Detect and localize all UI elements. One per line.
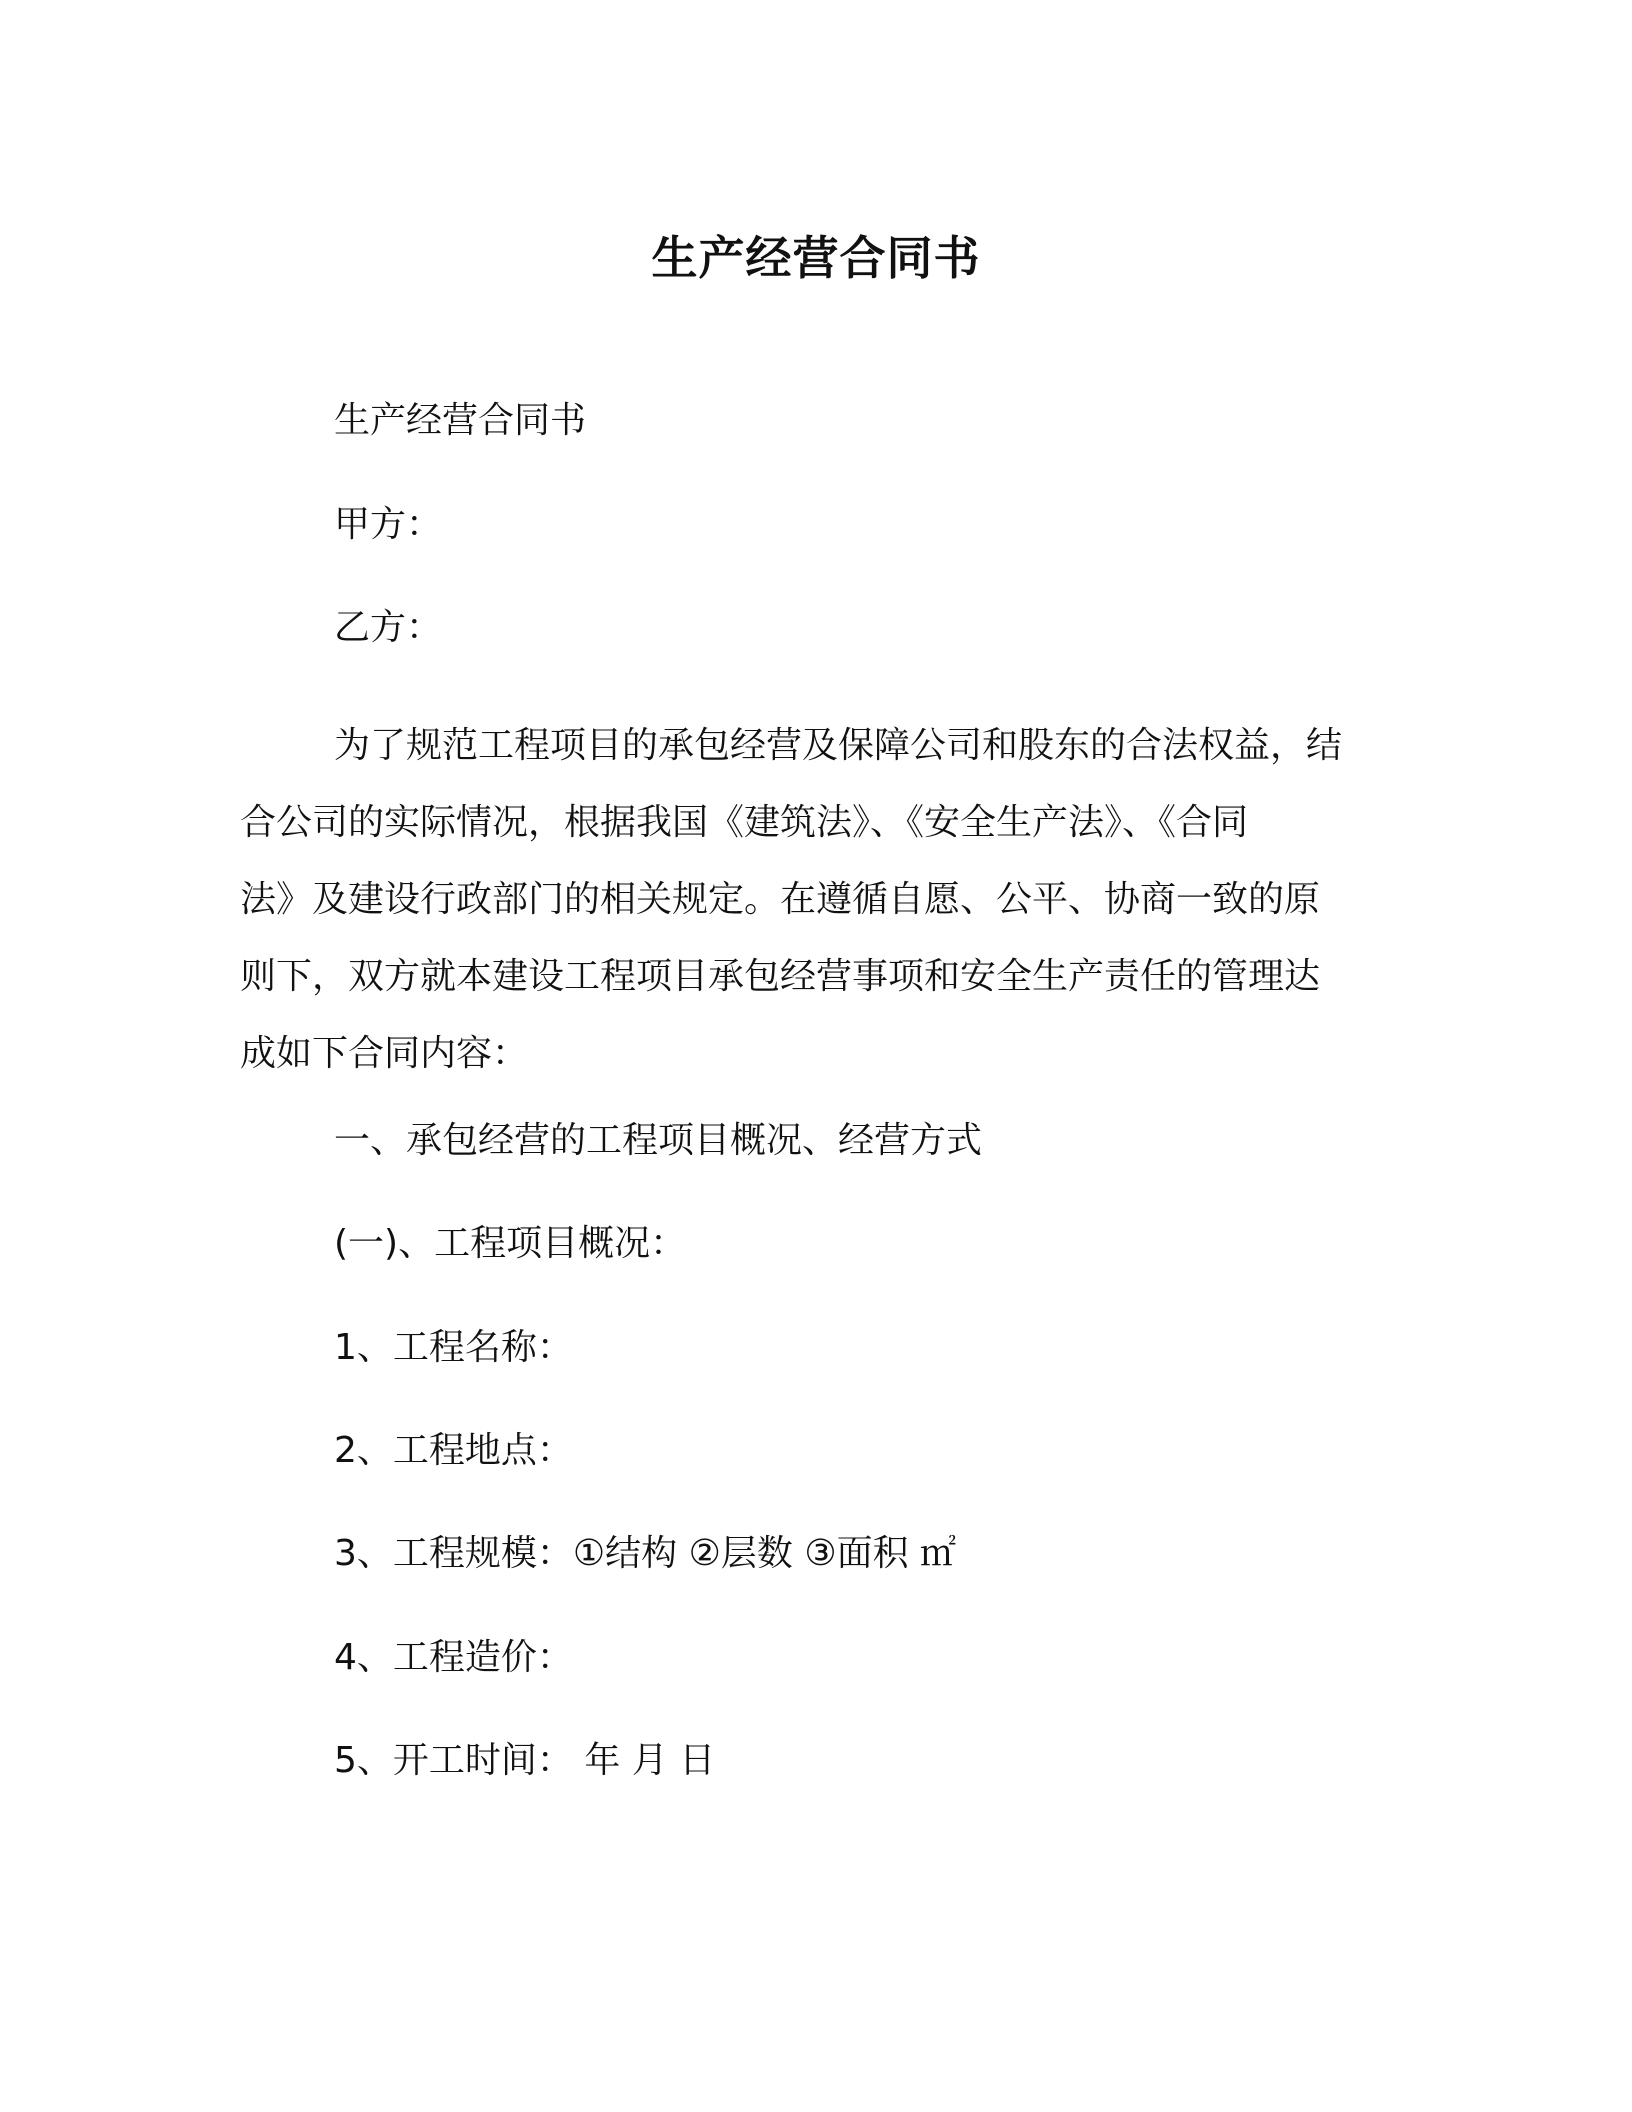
item-start-date: 5、开工时间： 年 月 日 xyxy=(334,1740,716,1781)
item-project-scale: 3、工程规模：①结构 ②层数 ③面积 ㎡ xyxy=(334,1533,957,1574)
section-1-heading: 一、承包经营的工程项目概况、经营方式 xyxy=(334,1120,983,1161)
item-project-location: 2、工程地点： xyxy=(334,1430,573,1471)
intro-line: 成如下合同内容： xyxy=(240,1033,529,1074)
subsection-1-heading: (一)、工程项目概况： xyxy=(334,1223,687,1264)
intro-line: 合公司的实际情况，根据我国《建筑法》、《安全生产法》、《合同 xyxy=(240,802,1249,843)
intro-paragraph xyxy=(240,707,1390,1092)
intro-line: 法》及建设行政部门的相关规定。在遵循自愿、公平、协商一致的原 xyxy=(240,879,1321,920)
item-project-name: 1、工程名称： xyxy=(334,1327,573,1368)
intro-line: 为了规范工程项目的承包经营及保障公司和股东的合法权益，结 xyxy=(334,725,1343,766)
intro-line: 则下，双方就本建设工程项目承包经营事项和安全生产责任的管理达 xyxy=(240,956,1321,997)
subtitle-line: 生产经营合同书 xyxy=(334,400,587,441)
party-a-line: 甲方： xyxy=(334,504,443,545)
party-b-line: 乙方： xyxy=(334,607,443,648)
document-title: 生产经营合同书 xyxy=(651,231,981,285)
item-project-cost: 4、工程造价： xyxy=(334,1637,573,1678)
